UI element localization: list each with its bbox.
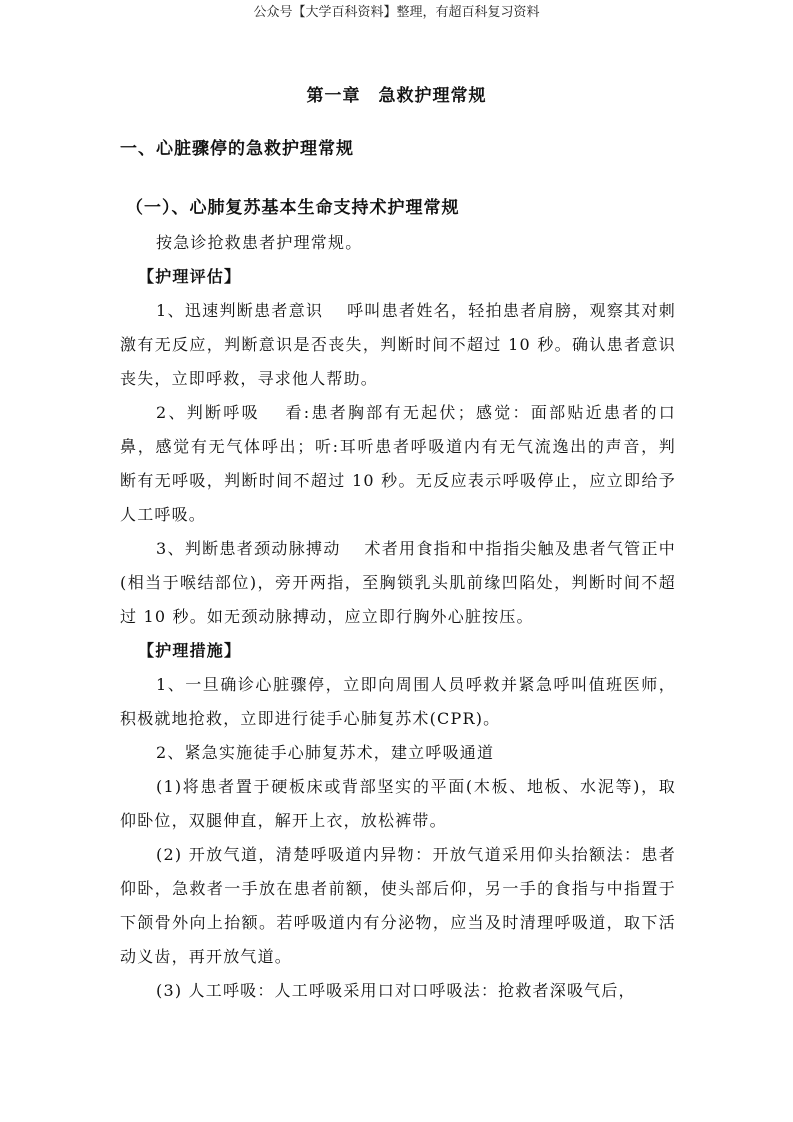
section-heading: 一、心脏骤停的急救护理常规 bbox=[120, 139, 354, 159]
assessment-item-1: 1、迅速判断患者意识 呼叫患者姓名，轻拍患者肩膀，观察其对刺激有无反应，判断意识是否丧失，判断时间不超过 10 秒。确认患者意识丧失，立即呼救，寻求他人帮助。 bbox=[120, 301, 676, 388]
measures-item-1: 1、一旦确诊心脏骤停，立即向周围人员呼救并紧急呼叫值班医师，积极就地抢救，立即进行徒手心肺复苏术(CPR)。 bbox=[120, 675, 676, 728]
measures-heading: 【护理措施】 bbox=[138, 641, 242, 660]
header-note: 公众号【大学百科资料】整理，有超百科复习资料 bbox=[253, 5, 540, 20]
intro-paragraph: 按急诊抢救患者护理常规。 bbox=[156, 233, 363, 252]
document-body bbox=[120, 196, 676, 1008]
assessment-heading: 【护理评估】 bbox=[138, 267, 242, 286]
measures-item-2: 2、紧急实施徒手心肺复苏术，建立呼吸通道 bbox=[156, 743, 495, 762]
measures-item-4: (2) 开放气道，清楚呼吸道内异物：开放气道采用仰头抬额法：患者仰卧，急救者一手放在患者前额，使头部后仰，另一手的食指与中指置于下颌骨外向上抬额。若呼吸道内有分泌物，应当及时清理呼吸道，取下活动义齿，再开放气道。 bbox=[120, 845, 676, 966]
chapter-title: 第一章 急救护理常规 bbox=[306, 86, 487, 106]
measures-item-3: (1)将患者置于硬板床或背部坚实的平面(木板、地板、水泥等)，取仰卧位，双腿伸直，解开上衣，放松裤带。 bbox=[120, 777, 676, 830]
assessment-item-2: 2、判断呼吸 看:患者胸部有无起伏；感觉：面部贴近患者的口鼻，感觉有无气体呼出；听:耳听患者呼吸道内有无气流逸出的声音，判断有无呼吸，判断时间不超过 10 秒。无反应表示呼吸停止，应立即给予人工呼吸。 bbox=[120, 403, 676, 524]
assessment-item-3: 3、判断患者颈动脉搏动 术者用食指和中指指尖触及患者气管正中(相当于喉结部位)，旁开两指，至胸锁乳头肌前缘凹陷处，判断时间不超过 10 秒。如无颈动脉搏动，应立即行胸外心脏按压。 bbox=[120, 539, 676, 626]
subsection-heading: （一）、心肺复苏基本生命支持术护理常规 bbox=[126, 198, 460, 218]
measures-item-5: (3) 人工呼吸：人工呼吸采用口对口呼吸法：抢救者深吸气后， bbox=[156, 981, 636, 1000]
